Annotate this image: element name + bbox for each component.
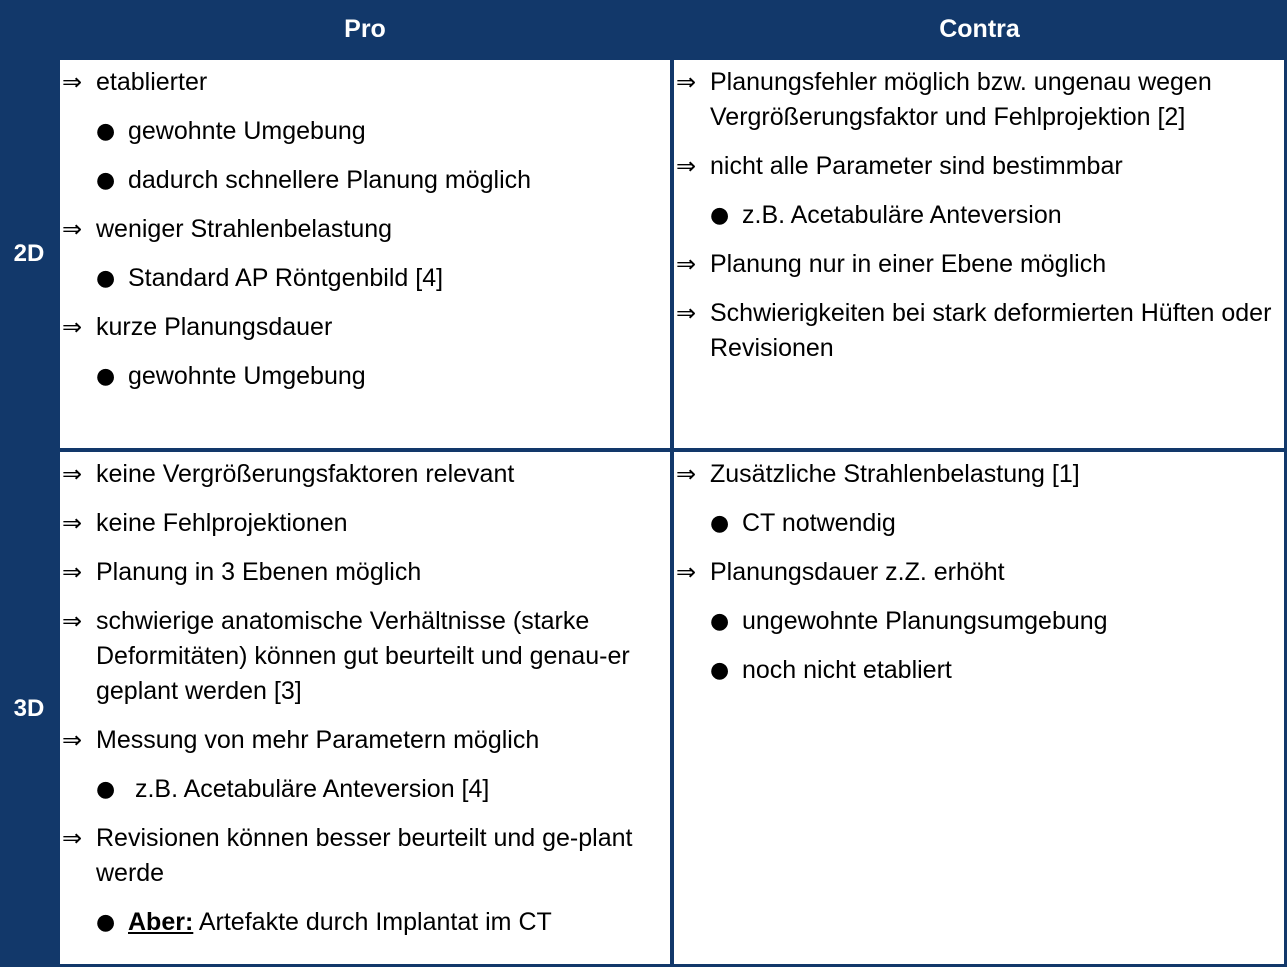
item-text: kurze Planungsdauer — [96, 313, 333, 341]
item-lead: Aber: — [128, 908, 194, 936]
arrow-item — [676, 457, 1276, 492]
item-list — [60, 452, 670, 940]
bullet-item — [62, 772, 662, 807]
implies-arrow-icon: ⇒ — [676, 460, 697, 488]
item-text: Messung von mehr Parametern möglich — [96, 726, 540, 754]
arrow-item — [62, 310, 662, 345]
bullet-icon: ● — [96, 168, 116, 193]
item-text: gewohnte Umgebung — [128, 117, 366, 145]
item-text: etablierter — [96, 68, 208, 96]
bullet-item — [62, 261, 662, 296]
implies-arrow-icon: ⇒ — [62, 558, 83, 586]
arrow-item — [62, 555, 662, 590]
implies-arrow-icon: ⇒ — [676, 558, 697, 586]
item-list — [674, 60, 1284, 366]
arrow-item — [676, 296, 1279, 366]
item-text: Planung nur in einer Ebene möglich — [710, 250, 1107, 278]
bullet-icon: ● — [96, 266, 116, 291]
bullet-item — [62, 163, 662, 198]
implies-arrow-icon: ⇒ — [62, 68, 83, 96]
item-text: keine Fehlprojektionen — [96, 509, 348, 537]
cell-3d-pro — [60, 452, 670, 964]
implies-arrow-icon: ⇒ — [62, 215, 83, 243]
item-text: z.B. Acetabuläre Anteversion — [742, 201, 1062, 229]
item-text: schwierige anatomische Verhältnisse (starke Deformitäten) können gut beurteilt und genau-er geplant werden [3] — [96, 607, 637, 705]
bullet-icon: ● — [96, 910, 116, 935]
arrow-item — [62, 212, 662, 247]
item-list — [674, 452, 1284, 688]
item-list — [60, 60, 670, 394]
implies-arrow-icon: ⇒ — [62, 509, 83, 537]
item-text: Zusätzliche Strahlenbelastung [1] — [710, 460, 1080, 488]
bullet-item — [676, 604, 1276, 639]
bullet-icon: ● — [710, 658, 730, 683]
cell-2d-pro — [60, 60, 670, 448]
bullet-icon: ● — [710, 203, 730, 228]
implies-arrow-icon: ⇒ — [676, 152, 697, 180]
bullet-item — [676, 198, 1276, 233]
item-text: keine Vergrößerungsfaktoren relevant — [96, 460, 515, 488]
header-pro: Pro — [344, 14, 386, 43]
item-text: noch nicht etabliert — [742, 656, 952, 684]
item-text: weniger Strahlenbelastung — [96, 215, 393, 243]
item-text: dadurch schnellere Planung möglich — [128, 166, 532, 194]
bullet-icon: ● — [96, 119, 116, 144]
arrow-item — [676, 65, 1276, 135]
bullet-item — [62, 905, 662, 940]
arrow-item — [676, 555, 1276, 590]
cell-3d-contra — [674, 452, 1284, 964]
item-text: CT notwendig — [742, 509, 896, 537]
arrow-item — [62, 457, 662, 492]
item-text: ungewohnte Planungsumgebung — [742, 607, 1108, 635]
item-text: gewohnte Umgebung — [128, 362, 366, 390]
bullet-icon: ● — [96, 777, 116, 802]
row-label-3d: 3D — [13, 694, 45, 722]
implies-arrow-icon: ⇒ — [676, 68, 697, 96]
item-text: Revisionen können besser beurteilt und ge-plant werde — [96, 824, 640, 887]
arrow-item — [62, 65, 662, 100]
bullet-icon: ● — [710, 609, 730, 634]
arrow-item — [676, 247, 1276, 282]
item-text: Schwierigkeiten bei stark deformierten Hüften oder Revisionen — [710, 299, 1279, 362]
arrow-item — [62, 506, 662, 541]
bullet-item — [676, 506, 1276, 541]
item-text: Planungsdauer z.Z. erhöht — [710, 558, 1005, 586]
row-label-2d: 2D — [13, 240, 45, 267]
arrow-item — [62, 604, 662, 709]
arrow-item — [62, 821, 662, 891]
implies-arrow-icon: ⇒ — [676, 250, 697, 278]
item-text: nicht alle Parameter sind bestimmbar — [710, 152, 1123, 180]
bullet-item — [62, 359, 662, 394]
implies-arrow-icon: ⇒ — [62, 726, 83, 754]
bullet-icon: ● — [96, 364, 116, 389]
header-contra: Contra — [939, 14, 1020, 43]
implies-arrow-icon: ⇒ — [62, 460, 83, 488]
item-text: Artefakte durch Implantat im CT — [193, 908, 552, 936]
bullet-icon: ● — [710, 511, 730, 536]
bullet-item — [62, 114, 662, 149]
implies-arrow-icon: ⇒ — [62, 313, 83, 341]
implies-arrow-icon: ⇒ — [62, 607, 83, 635]
item-text: Planungsfehler möglich bzw. ungenau wegen Vergrößerungsfaktor und Fehlprojektion [2] — [710, 68, 1219, 131]
arrow-item — [62, 723, 662, 758]
implies-arrow-icon: ⇒ — [62, 824, 83, 852]
arrow-item — [676, 149, 1276, 184]
item-text: Standard AP Röntgenbild [4] — [128, 264, 444, 292]
bullet-item — [676, 653, 1276, 688]
item-text: Planung in 3 Ebenen möglich — [96, 558, 422, 586]
item-text: z.B. Acetabuläre Anteversion [4] — [128, 775, 490, 803]
implies-arrow-icon: ⇒ — [676, 299, 697, 327]
cell-2d-contra — [674, 60, 1284, 448]
